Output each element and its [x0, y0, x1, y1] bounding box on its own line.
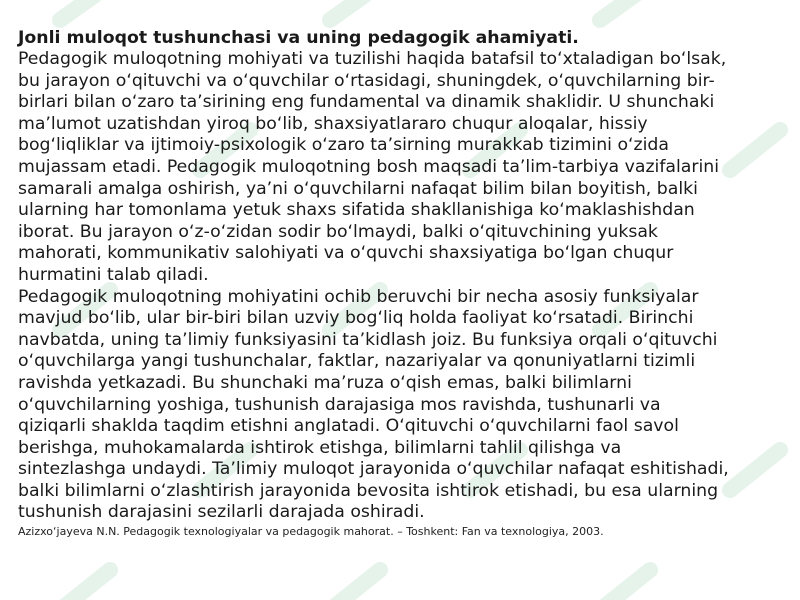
watermark-mark [330, 0, 365, 20]
watermark-mark [60, 0, 95, 20]
paragraph-1: Pedagogik muloqotning mohiyati va tuzilishi haqida batafsil to‘xtaladigan bo‘lsak, bu jarayon o‘qituvchi va o‘quvchilar o‘rtasidagi, shuningdek, o‘quvchilarning bir- birlari bilan o‘zaro ta’sirining eng fundamental va dinamik shaklidir. U shunchaki ma’lumot uzatishdan yiroq bo‘lib, shaxsiyatlararo chuqur aloqalar, hissiy bog‘liqliklar va ijtimoiy-psixologik o‘zaro ta’sirning murakkab tizimini o‘zida mujassam etadi. Pedagogik muloqotning bosh maqsadi ta’lim-tarbiya vazifalarini samarali amalga oshirish, ya’ni o‘quvchilarni nafaqat bilim bilan boyitish, balki ularning har tomonlama yetuk shaxs sifatida shakllanishiga ko‘maklashishdan iborat. Bu jarayon o‘z-o‘zidan sodir bo‘lmaydi, balki o‘qituvchining yuksak mahorati, kommunikativ salohiyati va o‘quvchi shaxsiyatiga bo‘lgan chuqur hurmatini talab qiladi. [18, 49, 727, 285]
watermark-mark [60, 570, 110, 600]
document-body [18, 27, 790, 539]
document-title: Jonli muloqot tushunchasi va uning pedagogik ahamiyati. [18, 28, 579, 48]
watermark-mark [600, 570, 650, 600]
paragraph-2: Pedagogik muloqotning mohiyatini ochib beruvchi bir necha asosiy funksiyalar mavjud bo‘lib, ular bir-biri bilan uzviy bog‘liq holda faoliyat ko‘rsatadi. Birinchi navbatda, uning ta’limiy funksiyasini ta’kidlash joiz. Bu funksiya orqali o‘qituvchi o‘quvchilarga yangi tushunchalar, faktlar, nazariyalar va qonuniyatlarni tizimli ravishda yetkazadi. Bu shunchaki ma’ruza o‘qish emas, balki bilimlarni o‘quvchilarning yoshiga, tushunish darajasiga mos ravishda, tushunarli va qiziqarli shaklda taqdim etishni anglatadi. O‘qituvchi o‘quvchilarni faol savol berishga, muhokamalarda ishtirok etishga, bilimlarni tahlil qilishga va sintezlashga undaydi. Ta’limiy muloqot jarayonida o‘quvchilar nafaqat eshitishadi, balki bilimlarni o‘zlashtirish jarayonida bevosita ishtirok etishadi, bu esa ularning tushunish darajasini sezilarli darajada oshiradi. [18, 286, 729, 523]
watermark-mark [600, 0, 635, 20]
reference-citation: Azizxo‘jayeva N.N. Pedagogik texnologiyalar va pedagogik mahorat. – Toshkent: Fan va texnologiya, 2003. [18, 525, 604, 539]
watermark-mark [330, 570, 380, 600]
